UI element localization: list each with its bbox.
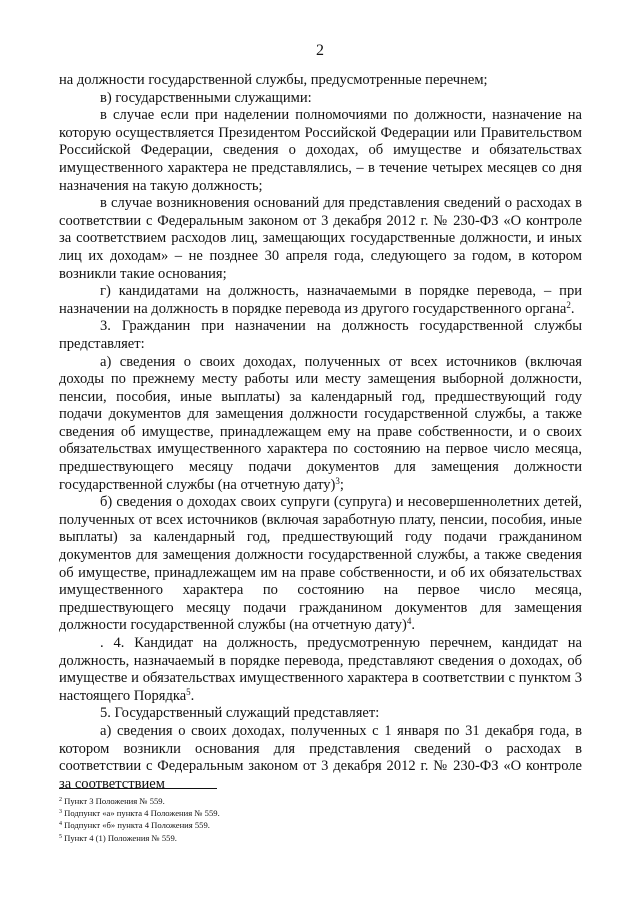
footnote: $^4$ Подпункт «б» пункта 4 Положения 559. [59, 820, 210, 831]
footnote: $^5$ Пункт 4 (1) Положения № 559. [59, 832, 177, 843]
body-text [59, 72, 582, 793]
footnote-reference[interactable]: 5 [186, 686, 191, 697]
paragraph: 3. Гражданин при назначении на должность государственной службы представляет: [59, 318, 582, 352]
paragraph: в случае если при наделении полномочиями по должности, назначение на которую осуществляется Президентом Российской Федерации или Правительством Российской Федерации, сведения о доходах, об имуществе и обязательствах имущественного характера не представлялись, – в течение четырех месяцев со дня назначения на такую должность; [59, 107, 582, 194]
paragraph: на должности государственной службы, предусмотренные перечнем; [59, 72, 488, 88]
footnotes [59, 795, 459, 844]
page-number: 2 [316, 42, 324, 59]
footnote-divider [59, 788, 217, 789]
footnote-reference[interactable]: 3 [335, 475, 340, 486]
footnote: $^3$ Подпункт «а» пункта 4 Положения № 559. [59, 808, 220, 819]
paragraph: в) государственными служащими: [100, 89, 312, 106]
paragraph: в случае возникновения оснований для представления сведений о расходах в соответствии с Федеральным законом от 3 декабря 2012 г. № 230-ФЗ «О контроле за соответствием расходов лиц, замещающих государственные должности, и иных лиц их доходам» – не позднее 30 апреля года, следующего за годом, в котором возникли такие основания; [59, 195, 582, 282]
paragraph: б) сведения о доходах своих супруги (супруга) и несовершеннолетних детей, полученных от всех источников (включая заработную плату, пенсии, пособия, иные выплаты) за календарный год, предшествующий году подачи гражданином документов для замещения должности государственной службы, а также сведения об имуществе, принадлежащем им на праве собственности, и об их обязательствах имущественного характера по состоянию на первое число месяца, предшествующего месяцу подачи гражданином документов для замещения должности государственной службы (на отчетную дату)$^4$. [59, 494, 582, 634]
footnote-reference[interactable]: 4 [406, 616, 412, 627]
footnote: $^2$ Пункт 3 Положения № 559. [59, 796, 165, 806]
footnote-reference[interactable]: 2 [566, 299, 571, 310]
paragraph: а) сведения о своих доходах, полученных с 1 января по 31 декабря года, в котором возникли основания для представления сведений о расходах в соответствии с Федеральным законом от 3 декабря 2012 г. № 230-ФЗ «О контроле за соответствием [59, 722, 582, 792]
paragraph: а) сведения о своих доходах, полученных от всех источников (включая доходы по прежнему месту работы или месту замещения выборной должности, пенсии, пособия, иные выплаты) за календарный год, предшествующий году подачи документов для замещения должности государственной службы, а также сведения об имуществе, принадлежащем ему на праве собственности, и о своих обязательствах имущественного характера по состоянию на первое число месяца, предшествующего месяцу подачи документов для замещения должности государственной службы (на отчетную дату)$^3$; [59, 353, 582, 493]
paragraph: г) кандидатами на должность, назначаемыми в порядке перевода, – при назначении на должность в порядке перевода из другого государственного органа$^2$. [59, 283, 582, 317]
paragraph: . 4. Кандидат на должность, предусмотренную перечнем, кандидат на должность, назначаемый в порядке перевода, представляют сведения о доходах, об имуществе и обязательствах имущественного характера в соответствии с пунктом 3 настоящего Порядка$^5$. [59, 635, 582, 704]
paragraph: 5. Государственный служащий представляет: [100, 705, 380, 722]
